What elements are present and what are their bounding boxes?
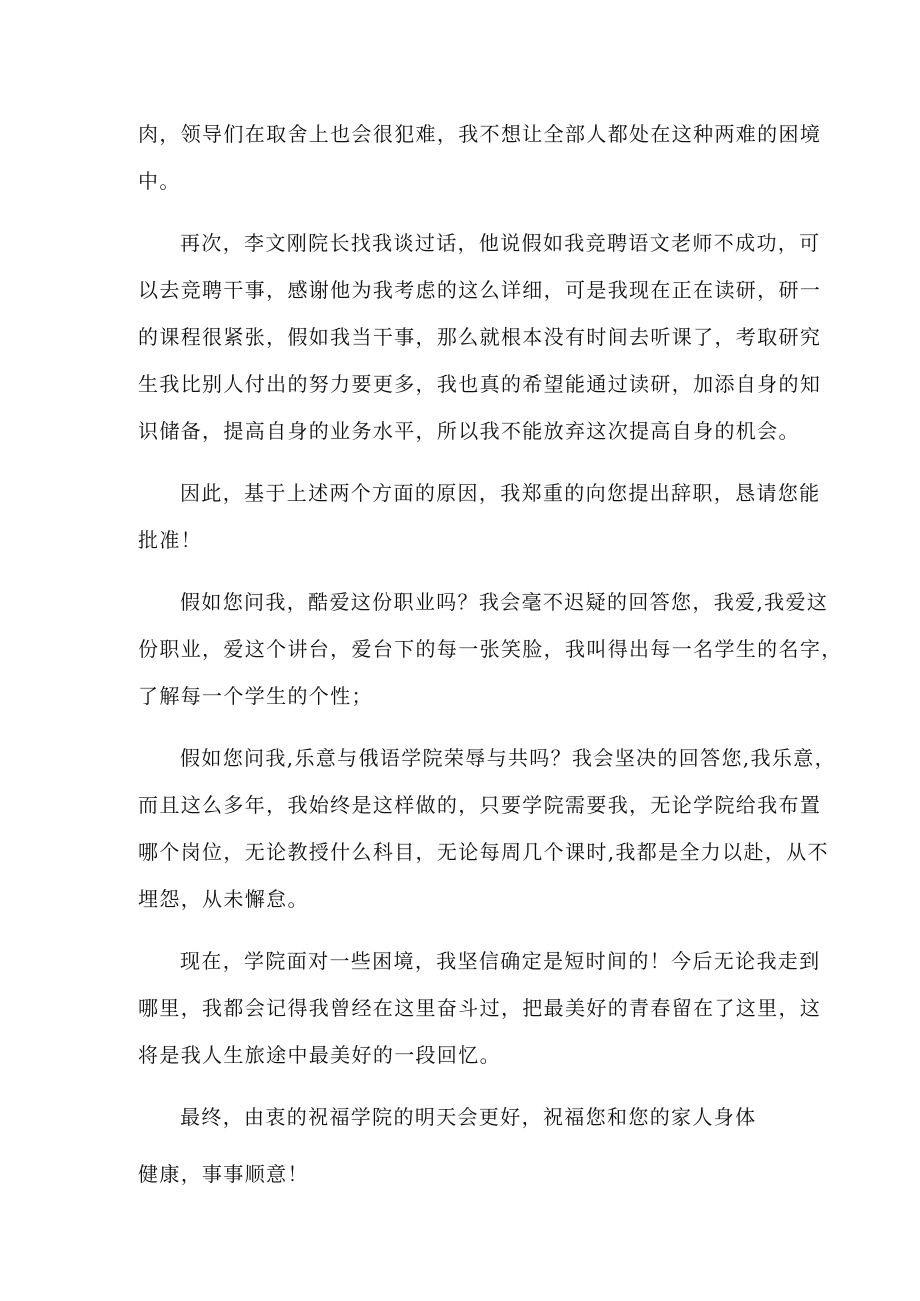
text-line: 了解每一个学生的个性； bbox=[138, 684, 373, 708]
text-line: 肉，领导们在取舍上也会很犯难，我不想让全部人都处在这种两难的困境 bbox=[138, 122, 822, 146]
text-line: 识储备，提高自身的业务水平，所以我不能放弃这次提高自身的机会。 bbox=[138, 419, 800, 443]
text-line: 哪里，我都会记得我曾经在这里奋斗过，把最美好的青春留在了这里，这 bbox=[138, 996, 822, 1020]
paragraph-start-line: 最终，由衷的祝福学院的明天会更好，祝福您和您的家人身体 bbox=[180, 1105, 757, 1129]
text-line: 健康，事事顺意！ bbox=[138, 1162, 309, 1186]
text-line: 份职业，爱这个讲台，爱台下的每一张笑脸，我叫得出每一名学生的名字， bbox=[138, 637, 843, 661]
paragraph-start-line: 假如您问我，酷爱这份职业吗？我会毫不迟疑的回答您，我爱,我爱这 bbox=[180, 590, 829, 614]
text-line: 而且这么多年，我始终是这样做的，只要学院需要我，无论学院给我布置 bbox=[138, 793, 822, 817]
text-line: 中。 bbox=[138, 169, 181, 193]
paragraph-start-line: 因此，基于上述两个方面的原因，我郑重的向您提出辞职，恳请您能 bbox=[180, 481, 821, 505]
paragraph-start-line: 现在，学院面对一些困境，我坚信确定是短时间的！今后无论我走到 bbox=[180, 949, 821, 973]
paragraph-start-line: 假如您问我,乐意与俄语学院荣辱与共吗？我会坚决的回答您,我乐意， bbox=[180, 746, 836, 770]
text-line: 哪个岗位，无论教授什么科目，无论每周几个课时,我都是全力以赴，从不 bbox=[138, 840, 829, 864]
text-line: 埋怨，从未懈怠。 bbox=[138, 887, 309, 911]
text-line: 批准！ bbox=[138, 528, 203, 552]
text-line: 的课程很紧张，假如我当干事，那么就根本没有时间去听课了，考取研究 bbox=[138, 325, 822, 349]
text-line: 将是我人生旅途中最美好的一段回忆。 bbox=[138, 1043, 501, 1067]
text-line: 以去竞聘干事，感谢他为我考虑的这么详细，可是我现在正在读研，研一 bbox=[138, 278, 822, 302]
paragraph-start-line: 再次，李文刚院长找我谈过话，他说假如我竞聘语文老师不成功，可 bbox=[180, 231, 821, 255]
text-line: 生我比别人付出的努力要更多，我也真的希望能通过读研，加添自身的知 bbox=[138, 372, 822, 396]
